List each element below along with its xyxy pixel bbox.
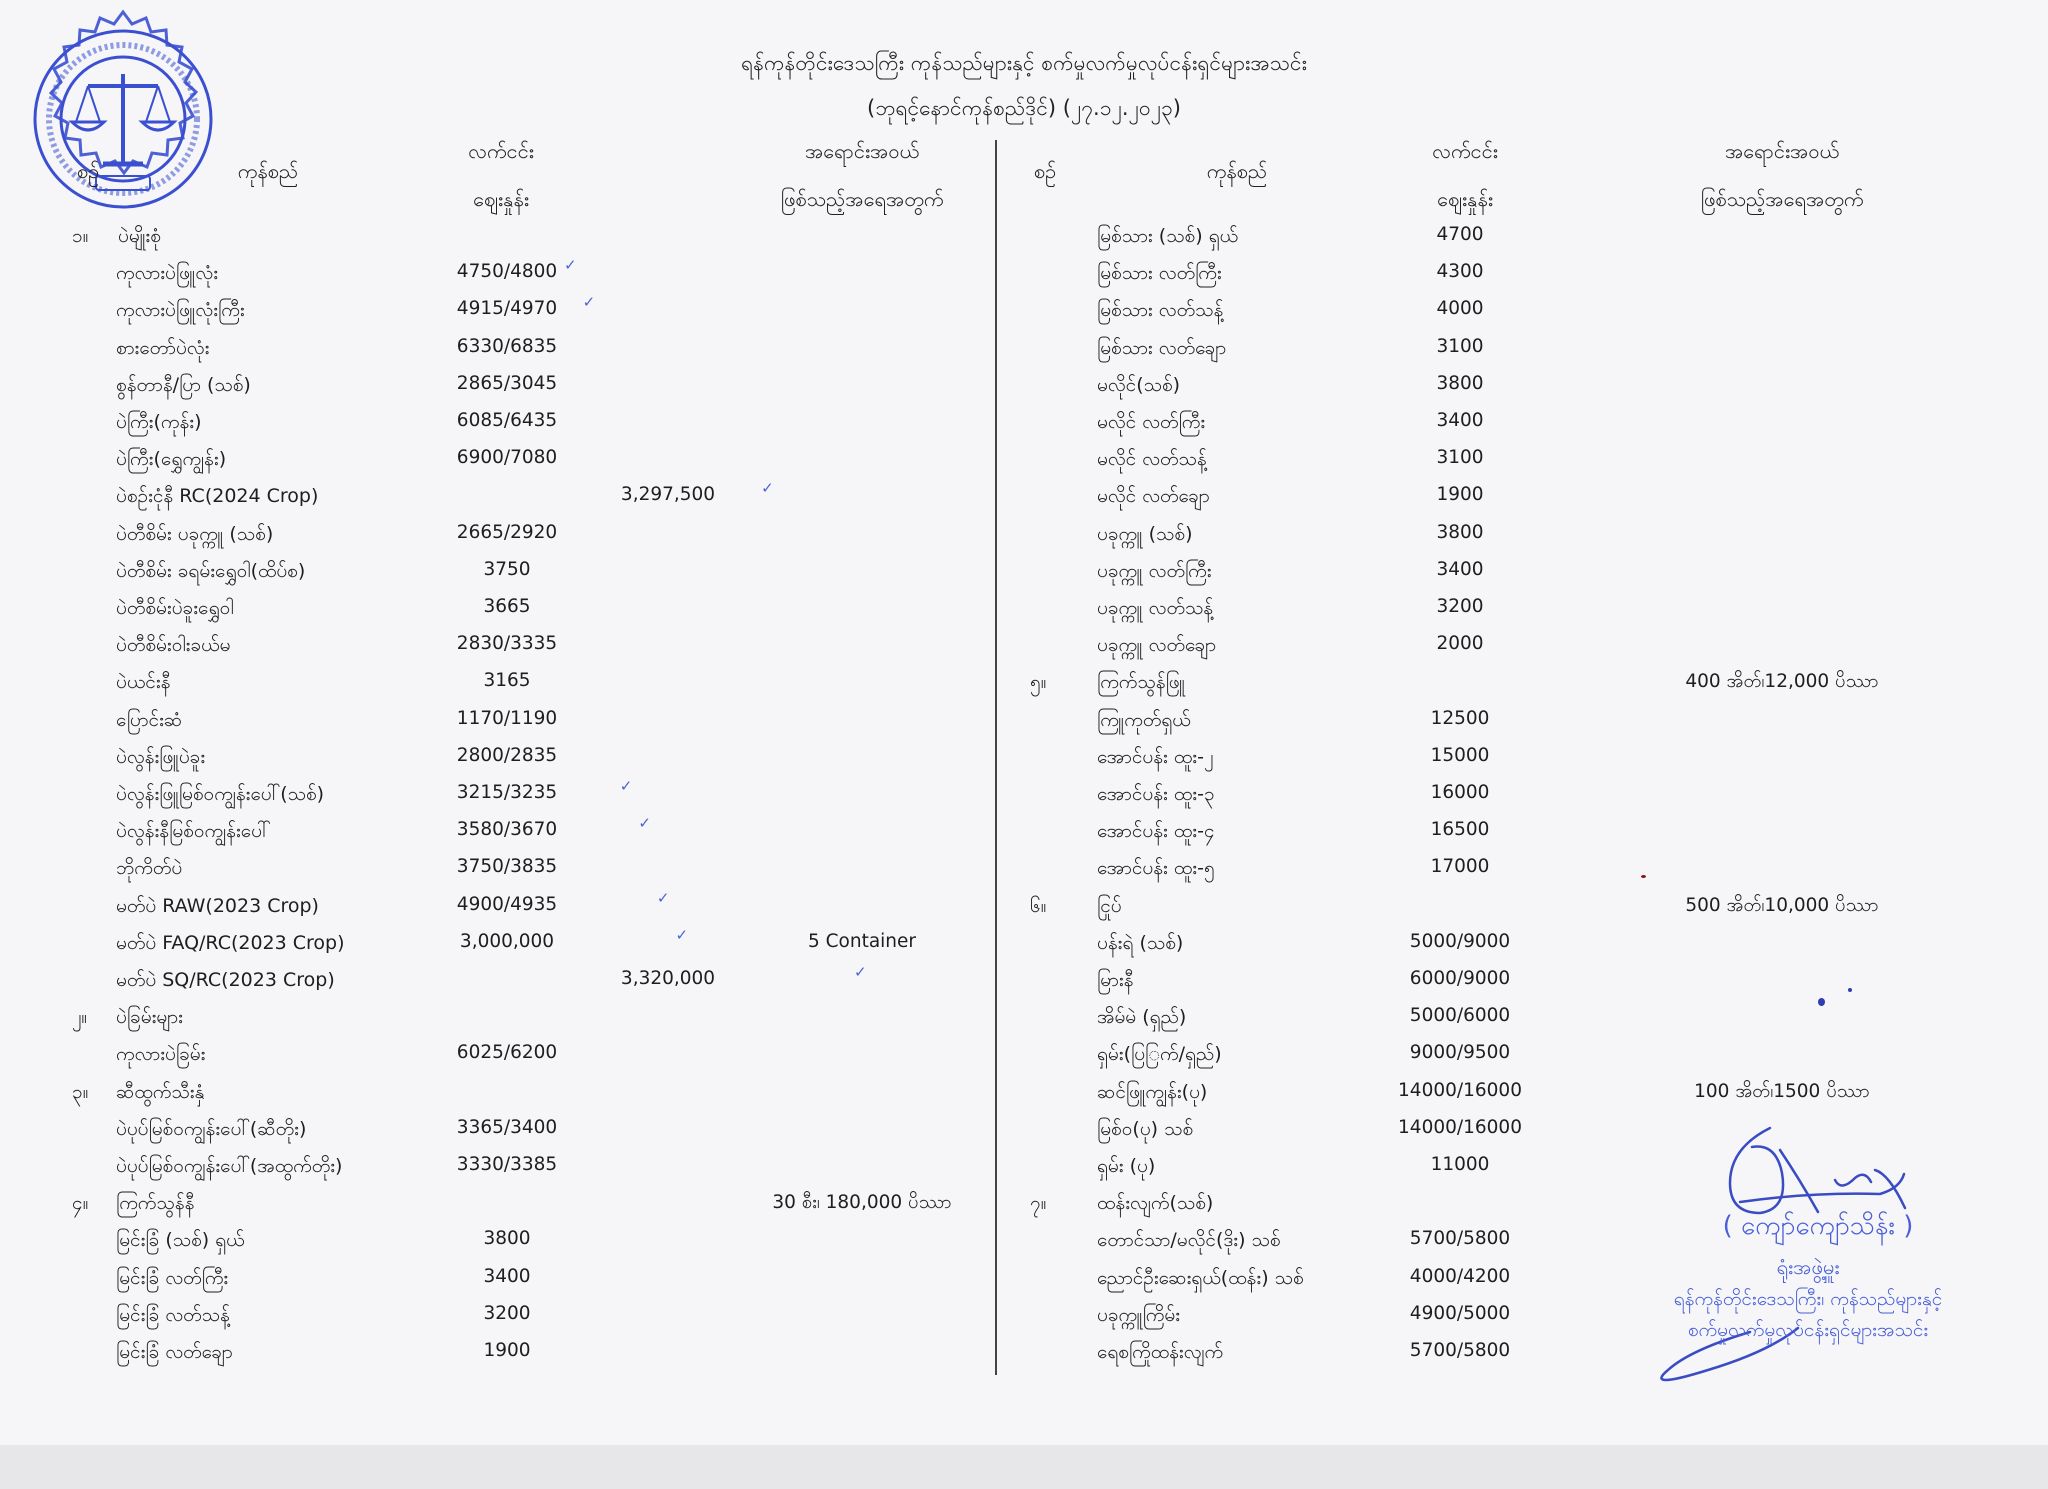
- left-commodity-name: ပဲလွန်းဖြူမြစ်ဝကျွန်းပေါ်(သစ်): [116, 783, 325, 805]
- left-commodity-name: ပဲလွန်းဖြူပဲခူး: [116, 745, 206, 768]
- right-commodity-name: ညောင်ဦးဆေးရှယ်(ထန်း) သစ်: [1097, 1266, 1304, 1289]
- left-price: 3200: [483, 1302, 531, 1324]
- right-commodity-name: အောင်ပန်း ထူး-၅: [1097, 857, 1215, 880]
- header-trade-bottom-left: ဖြစ်သည့်အရေအတွက်: [780, 187, 944, 211]
- check-mark-icon: ✓: [619, 777, 633, 795]
- left-price: 6025/6200: [456, 1042, 558, 1064]
- check-mark-icon: ✓: [675, 925, 689, 944]
- header-price-bottom-right: ဈေးနှုန်း: [1437, 187, 1493, 211]
- left-trade-volume: 3,297,500: [620, 484, 716, 506]
- left-commodity-name: ကုလားပဲဖြူလုံးကြီး: [116, 299, 245, 322]
- left-price: 6900/7080: [456, 447, 558, 469]
- header-price-top-left: လက်ငင်း: [468, 139, 534, 163]
- right-commodity-name: ကြက်သွန်ဖြူ: [1097, 671, 1186, 694]
- header-trade-bottom-right: ဖြစ်သည့်အရေအတွက်: [1700, 187, 1864, 211]
- ink-speck: [1641, 875, 1646, 878]
- right-price: 1900: [1436, 484, 1484, 506]
- right-commodity-name: ပခုက္ကူ (သစ်): [1097, 522, 1193, 545]
- signatory-org-line2: စက်မှုလက်မှုလုပ်ငန်းရှင်များအသင်း: [1687, 1319, 1929, 1341]
- right-trade-volume: 400 အိတ်၊12,000 ပိဿာ: [1685, 671, 1879, 693]
- right-price: 15000: [1430, 744, 1490, 766]
- right-commodity-name: ငြုပ်: [1097, 894, 1122, 917]
- left-commodity-name: ပဲတီစိမ်းပဲခူးရွှေဝါ: [116, 597, 234, 619]
- right-commodity-name: မြစ်ဝ(ပု) သစ်: [1097, 1117, 1194, 1140]
- right-price: 4700: [1436, 224, 1484, 245]
- left-commodity-name: ပဲပုပ်မြစ်ဝကျွန်းပေါ်(အထွက်တိုး): [116, 1155, 343, 1177]
- right-commodity-name: မလိုင် လတ်ချော: [1097, 485, 1210, 508]
- document-title: ရန်ကုန်တိုင်းဒေသကြီး ကုန်သည်များနှင့် စက်မှုလက်မှုလုပ်ငန်းရှင်များအသင်း: [741, 51, 1307, 75]
- right-commodity-name: ရှမ်း(ပြြက်/ရှည်): [1097, 1043, 1222, 1066]
- right-commodity-name: ဆင်ဖြူကျွန်း(ပု): [1097, 1080, 1208, 1103]
- check-mark-icon: ✓: [564, 256, 577, 275]
- right-price: 5000/9000: [1409, 930, 1511, 952]
- left-price: 3665: [483, 596, 531, 617]
- right-price: 12500: [1430, 707, 1490, 729]
- left-price: 6330/6835: [456, 335, 558, 357]
- right-price: 3800: [1436, 521, 1484, 543]
- right-commodity-name: အောင်ပန်း ထူး-၄: [1097, 820, 1215, 843]
- right-price: 4000: [1436, 298, 1484, 320]
- left-section-number: ၁။: [72, 225, 89, 247]
- signatory-name: ( ကျော်ကျော်သိန်း ): [1722, 1211, 1914, 1241]
- right-commodity-name: ပန်းရဲ (သစ်): [1097, 931, 1184, 954]
- right-price: 4000/4200: [1409, 1265, 1511, 1287]
- right-commodity-name: ပခုက္ကူ လတ်သန့်: [1097, 597, 1214, 619]
- right-commodity-name: ရေစကြိုထန်းလျက်: [1097, 1341, 1224, 1363]
- right-price: 9000/9500: [1409, 1042, 1511, 1064]
- right-price: 5700/5800: [1409, 1340, 1511, 1361]
- right-commodity-name: မြစ်သား လတ်ချော: [1097, 336, 1227, 359]
- right-commodity-name: ပခုက္ကူ လတ်ကြီး: [1097, 559, 1212, 582]
- right-price: 16500: [1430, 819, 1490, 841]
- left-trade-volume: 5 Container: [807, 930, 917, 952]
- left-price: 3165: [483, 670, 531, 692]
- left-price: 4900/4935: [456, 893, 558, 915]
- left-commodity-name: မြင်းခြံ လတ်ချော: [116, 1341, 233, 1363]
- left-commodity-name: ကုလားပဲခြမ်း: [116, 1043, 206, 1066]
- left-price: 2865/3045: [456, 372, 558, 394]
- left-trade-volume: 3,320,000: [620, 968, 716, 989]
- left-commodity-name: ပဲလွန်းနီမြစ်ဝကျွန်းပေါ်: [116, 820, 271, 843]
- left-price: 2665/2920: [456, 521, 558, 543]
- header-commodity-right: ကုန်စည်: [1206, 159, 1268, 183]
- check-mark-icon: ✓: [638, 814, 651, 833]
- check-mark-icon: ✓: [761, 479, 774, 498]
- right-price: 17000: [1430, 856, 1490, 878]
- left-commodity-name: ပဲယင်းနီ: [116, 671, 171, 694]
- check-mark-icon: ✓: [854, 963, 867, 981]
- left-commodity-name: ပဲတီစိမ်းဝါးခယ်မ: [116, 634, 231, 657]
- right-section-number: ၅။: [1030, 671, 1047, 694]
- right-price: 3400: [1436, 558, 1484, 580]
- left-commodity-name: မြင်းခြံ လတ်သန့်: [116, 1303, 230, 1326]
- header-commodity-left: ကုန်စည်: [237, 159, 299, 183]
- left-section-number: ၃။: [72, 1080, 89, 1103]
- left-price: 3580/3670: [456, 819, 558, 841]
- right-price: 5700/5800: [1409, 1228, 1511, 1250]
- right-price: 16000: [1430, 782, 1490, 803]
- left-trade-volume: 30 စီး၊ 180,000 ပိဿာ: [772, 1192, 952, 1214]
- left-price: 3400: [483, 1265, 531, 1287]
- left-price: 1900: [483, 1340, 531, 1361]
- right-commodity-name: မလိုင်(သစ်): [1097, 373, 1181, 396]
- left-commodity-name: ပဲတီစိမ်း ခရမ်းရွှေဝါ(ထိပ်စ): [116, 559, 306, 582]
- right-price: 4900/5000: [1409, 1302, 1511, 1324]
- ink-speck: [1818, 998, 1825, 1006]
- left-commodity-name: မတ်ပဲ SQ/RC(2023 Crop): [116, 969, 335, 991]
- left-commodity-name: မတ်ပဲ FAQ/RC(2023 Crop): [116, 931, 345, 954]
- left-price: 6085/6435: [456, 410, 558, 431]
- right-section-number: ၆။: [1030, 894, 1047, 917]
- check-mark-icon: ✓: [656, 888, 670, 907]
- left-section-number: ၄။: [72, 1192, 89, 1215]
- left-price: 3750: [483, 558, 531, 580]
- scan-bottom-margin: [0, 1445, 2048, 1489]
- right-trade-volume: 500 အိတ်၊10,000 ပိဿာ: [1685, 894, 1879, 916]
- right-commodity-name: မလိုင် လတ်သန့်: [1097, 448, 1207, 471]
- right-commodity-name: မြစ်သား လတ်သန့်: [1097, 299, 1224, 322]
- right-price: 14000/16000: [1398, 1116, 1522, 1138]
- right-commodity-name: အိမ်မဲ (ရှည်): [1097, 1006, 1187, 1029]
- column-divider: [995, 140, 997, 1375]
- left-price: 3750/3835: [456, 856, 558, 878]
- left-commodity-name: စွန်တာနီ/ပြာ (သစ်): [116, 373, 251, 396]
- right-commodity-name: ထန်းလျက်(သစ်): [1097, 1192, 1214, 1215]
- right-price: 11000: [1430, 1154, 1490, 1175]
- left-price: 2830/3335: [456, 633, 558, 655]
- left-price: 3215/3235: [456, 782, 558, 803]
- left-price: 3800: [483, 1228, 531, 1250]
- right-price: 4300: [1436, 261, 1484, 283]
- left-commodity-name: မြင်းခြံ (သစ်) ရှယ်: [116, 1229, 245, 1252]
- right-price: 5000/6000: [1409, 1005, 1511, 1027]
- right-price: 3200: [1436, 596, 1484, 617]
- right-commodity-name: မြစ်သား လတ်ကြီး: [1097, 262, 1222, 285]
- right-price: 2000: [1436, 633, 1484, 655]
- right-commodity-name: ကြူကုတ်ရှယ်: [1097, 708, 1191, 731]
- right-price: 14000/16000: [1398, 1079, 1522, 1101]
- right-commodity-name: ပခုက္ကူ လတ်ချော: [1097, 634, 1217, 657]
- left-commodity-name: ကုလားပဲဖြူလုံး: [116, 262, 219, 285]
- left-price: 4750/4800: [456, 261, 558, 283]
- header-price-top-right: လက်ငင်း: [1432, 139, 1498, 163]
- right-commodity-name: အောင်ပန်း ထူး-၂: [1097, 745, 1214, 768]
- header-trade-top-left: အရောင်းအဝယ်: [804, 139, 920, 163]
- left-commodity-name: မတ်ပဲ RAW(2023 Crop): [116, 894, 319, 917]
- left-commodity-name: စားတော်ပဲလုံး: [116, 336, 210, 359]
- right-price: 3800: [1436, 372, 1484, 394]
- right-commodity-name: မြားနီ: [1097, 969, 1134, 991]
- signatory-org-line1: ရန်ကုန်တိုင်းဒေသကြီး၊ ကုန်သည်များနှင့်: [1673, 1288, 1943, 1310]
- header-trade-top-right: အရောင်းအဝယ်: [1724, 139, 1840, 163]
- left-commodity-name: ပဲကြီး(ကုန်း): [116, 411, 202, 433]
- left-price: 3,000,000: [459, 930, 555, 952]
- right-trade-volume: 100 အိတ်၊1500 ပိဿာ: [1694, 1080, 1870, 1102]
- document-subtitle-date: (ဘုရင့်နောင်ကုန်စည်ဒိုင်) (၂၇.၁၂.၂၀၂၃): [867, 96, 1181, 120]
- right-commodity-name: တောင်သာ/မလိုင်(ဒိုး) သစ်: [1097, 1229, 1281, 1252]
- left-commodity-name: ပဲခြမ်းများ: [116, 1006, 183, 1029]
- left-commodity-name: ပြောင်းဆံ: [116, 708, 183, 731]
- left-commodity-name: ပဲတီစိမ်း ပခုက္ကူ (သစ်): [116, 522, 274, 545]
- header-sr-right: စဉ်: [1033, 159, 1057, 183]
- right-commodity-name: မလိုင် လတ်ကြီး: [1097, 411, 1206, 433]
- left-price: 4915/4970: [456, 298, 558, 320]
- left-price: 3330/3385: [456, 1154, 558, 1175]
- left-price: 1170/1190: [456, 707, 558, 729]
- left-commodity-name: ပဲကြီး(ရွှေကျွန်း): [116, 448, 227, 471]
- right-commodity-name: အောင်ပန်း ထူး-၃: [1097, 783, 1215, 805]
- left-commodity-name: ဘိုကိတ်ပဲ: [116, 857, 183, 880]
- right-commodity-name: ပခုက္ကူကြိမ်း: [1097, 1303, 1181, 1326]
- left-section-number: ၂။: [72, 1006, 88, 1029]
- signatory-role: ရုံးအဖွဲ့မှူး: [1776, 1255, 1840, 1279]
- ink-speck: [1848, 988, 1852, 992]
- left-commodity-name: ပဲမျိုးစုံ: [118, 225, 161, 247]
- left-commodity-name: ပဲစဉ်းငုံနီ RC(2024 Crop): [116, 485, 319, 508]
- right-price: 3100: [1436, 447, 1484, 469]
- right-price: 3100: [1436, 335, 1484, 357]
- header-sr-left: စဉ်: [76, 159, 100, 183]
- left-commodity-name: ပဲပုပ်မြစ်ဝကျွန်းပေါ်(ဆီတိုး): [116, 1117, 307, 1140]
- right-commodity-name: ရှမ်း (ပု): [1097, 1155, 1156, 1177]
- left-commodity-name: မြင်းခြံ လတ်ကြီး: [116, 1266, 229, 1289]
- left-commodity-name: ဆီထွက်သီးနှံ: [116, 1080, 205, 1103]
- header-price-bottom-left: ဈေးနှုန်း: [473, 187, 529, 211]
- right-section-number: ၇။: [1030, 1192, 1047, 1215]
- left-price: 2800/2835: [456, 744, 558, 766]
- check-mark-icon: ✓: [582, 293, 596, 312]
- right-price: 6000/9000: [1409, 968, 1511, 989]
- right-price: 3400: [1436, 410, 1484, 431]
- left-commodity-name: ကြက်သွန်နီ: [116, 1192, 195, 1215]
- right-commodity-name: မြစ်သား (သစ်) ရှယ်: [1097, 225, 1239, 247]
- left-price: 3365/3400: [456, 1116, 558, 1138]
